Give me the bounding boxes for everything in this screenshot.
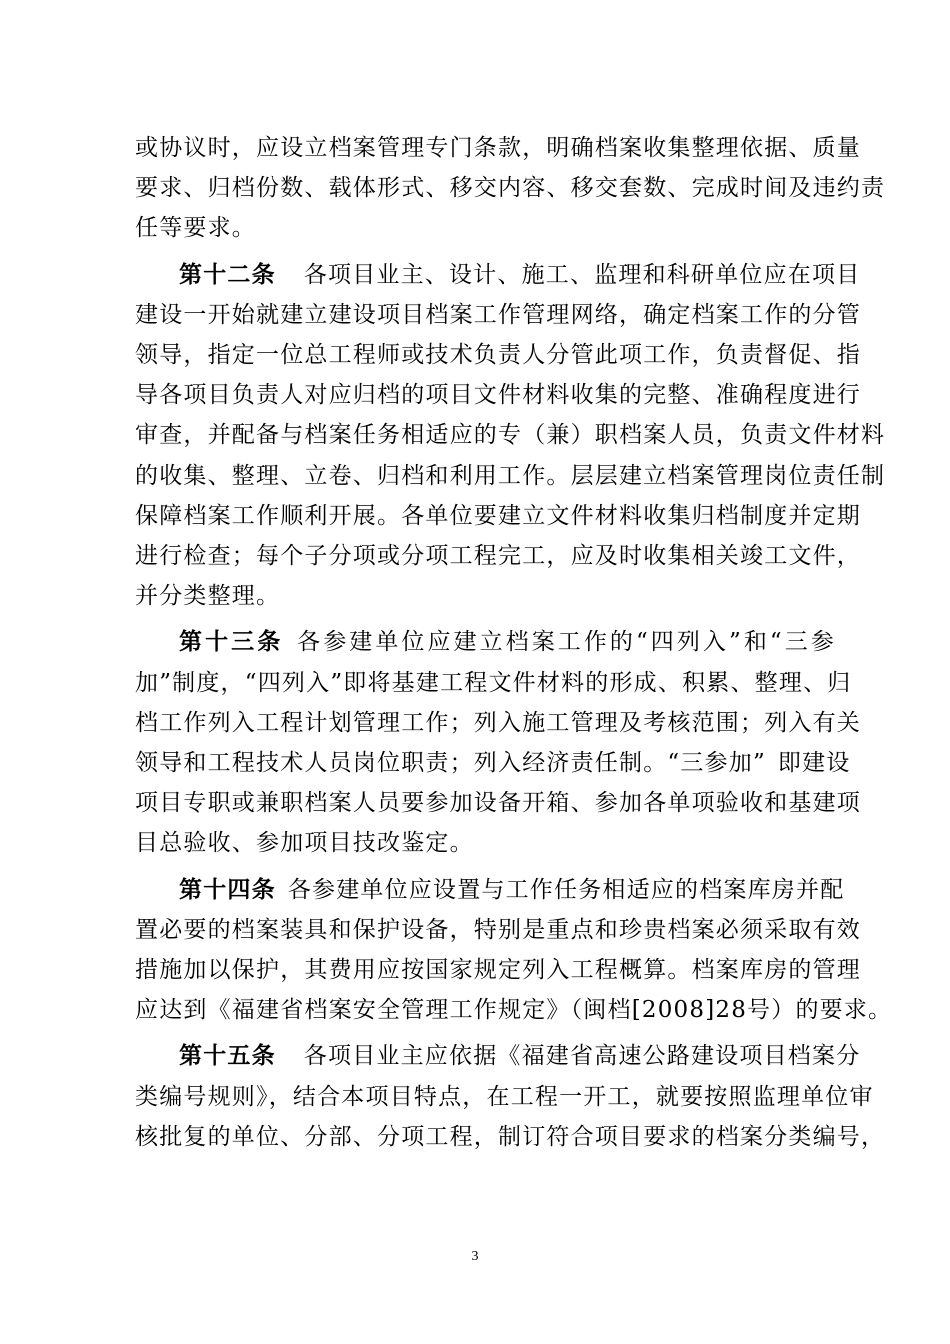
document-body bbox=[135, 128, 893, 1157]
text-line bbox=[135, 1036, 861, 1076]
paragraph-continuation bbox=[135, 128, 886, 249]
text-line: 领导，指定一位总工程师或技术负责人分管此项工作，负责督促、指 bbox=[135, 342, 861, 369]
page-number: 3 bbox=[471, 1249, 479, 1264]
text-segment: 即建设 bbox=[777, 750, 851, 777]
text-line: 置必要的档案装具和保护设备，特别是重点和珍贵档案必须采取有效 bbox=[135, 916, 861, 943]
article-number: 第十五条 bbox=[179, 1043, 276, 1070]
text-line: 项目专职或兼职档案人员要参加设备开箱、参加各单项验收和基建项 bbox=[135, 790, 861, 817]
text-line bbox=[135, 870, 845, 910]
text-line: 要求、归档份数、载体形式、移交内容、移交套数、完成时间及违约责 bbox=[135, 175, 886, 202]
text-line: 措施加以保护，其费用应按国家规定列入工程概算。档案库房的管理 bbox=[135, 957, 861, 984]
text-line: 建设一开始就建立建设项目档案工作管理网络，确定档案工作的分管 bbox=[135, 301, 861, 328]
article-number: 第十三条 bbox=[179, 629, 284, 656]
text-line bbox=[135, 622, 835, 662]
text-line: 的收集、整理、立卷、归档和利用工作。层层建立档案管理岗位责任制 bbox=[135, 462, 886, 489]
text-line bbox=[135, 255, 861, 295]
text-line: 进行检查；每个子分项或分项工程完工，应及时收集相关竣工文件， bbox=[135, 543, 861, 570]
article-text: 各参建单位应设置与工作任务相适应的档案库房并配 bbox=[287, 876, 845, 903]
text-line: 目总验收、参加项目技改鉴定。 bbox=[135, 830, 474, 857]
text-line: 核批复的单位、分部、分项工程，制订符合项目要求的档案分类编号， bbox=[135, 1123, 886, 1150]
article-number: 第十四条 bbox=[179, 876, 276, 903]
text-line: 档工作列入工程计划管理工作；列入施工管理及考核范围；列入有关 bbox=[135, 709, 861, 736]
article-15 bbox=[135, 1036, 886, 1157]
article-12 bbox=[135, 255, 886, 617]
text-line: 或协议时，应设立档案管理专门条款，明确档案收集整理依据、质量 bbox=[135, 135, 861, 161]
text-line: 并分类整理。 bbox=[135, 583, 281, 610]
text-line: 类编号规则》，结合本项目特点，在工程一开工，就要按照监理单位审 bbox=[135, 1083, 874, 1110]
text-line: 保障档案工作顺利开展。各单位要建立文件材料收集归档制度并定期 bbox=[135, 502, 861, 529]
text-line bbox=[135, 743, 851, 783]
article-14 bbox=[135, 870, 893, 1031]
text-segment: 领导和工程技术人员岗位职责；列入经济责任制。“三参加” bbox=[135, 750, 766, 777]
text-line: 应达到《福建省档案安全管理工作规定》（闽档[2008]28号）的要求。 bbox=[135, 997, 893, 1024]
article-text: 各项目业主、设计、施工、监理和科研单位应在项目 bbox=[303, 261, 861, 288]
article-number: 第十二条 bbox=[179, 261, 276, 288]
article-text: 各项目业主应依据《福建省高速公路建设项目档案分 bbox=[303, 1043, 861, 1070]
text-line: 审查，并配备与档案任务相适应的专（兼）职档案人员，负责文件材料 bbox=[135, 422, 886, 449]
text-line: 加”制度，“四列入”即将基建工程文件材料的形成、积累、整理、归 bbox=[135, 669, 852, 696]
article-text: 各参建单位应建立档案工作的“四列入”和“三参 bbox=[295, 629, 835, 656]
article-13 bbox=[135, 622, 861, 863]
text-line: 任等要求。 bbox=[135, 215, 256, 242]
text-line: 导各项目负责人对应归档的项目文件材料收集的完整、准确程度进行 bbox=[135, 382, 861, 409]
